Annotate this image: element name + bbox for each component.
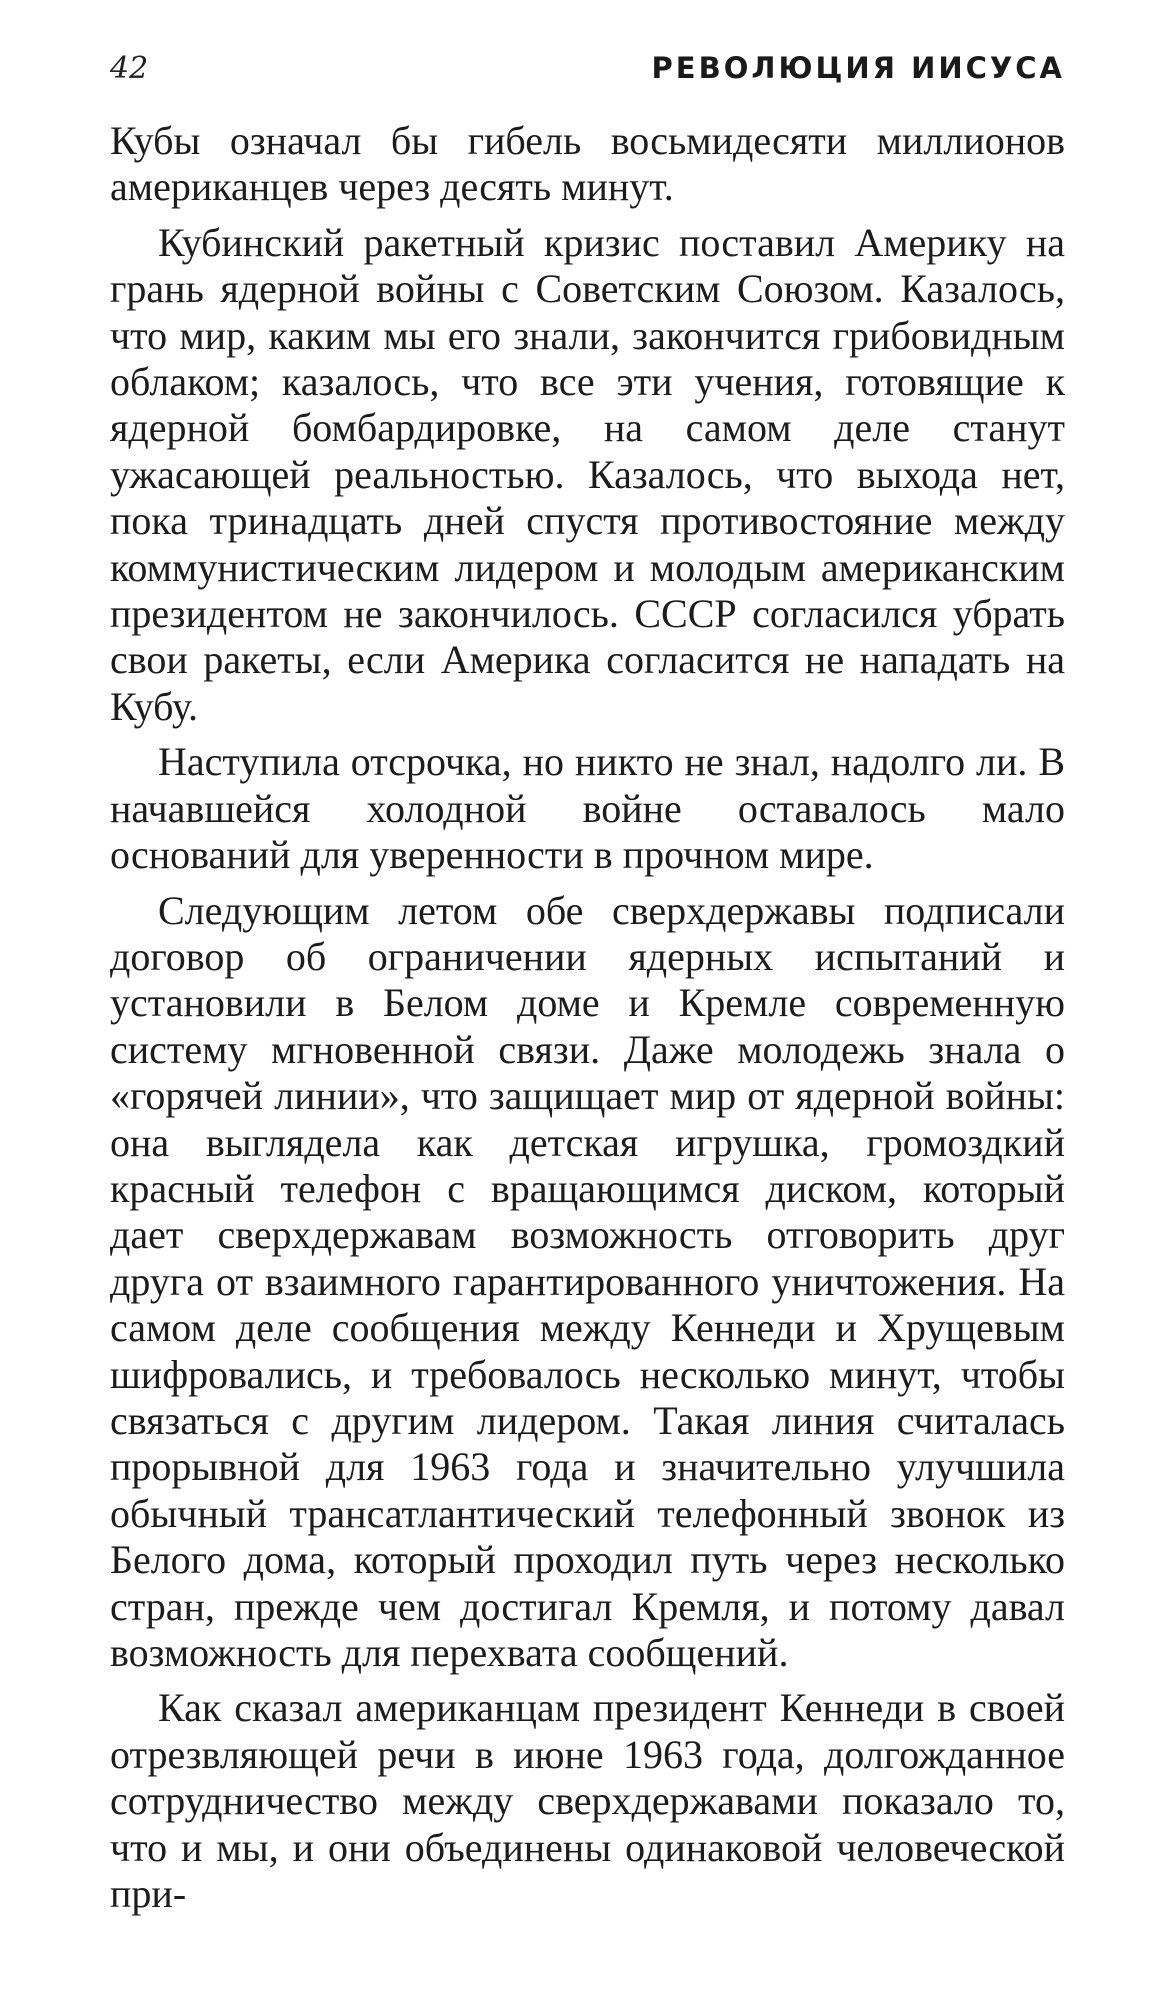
page-number: 42 (110, 50, 149, 86)
paragraph-cuban-missile-crisis: Кубинский ракетный кризис поставил Америку на грань ядерной войны с Советским Союзом. Казалось, что мир, каким мы его знали, закончится грибовидным облаком; казалось, что все эти учения, готовящие к ядерной бомбардировке, на самом деле станут ужасающей реальностью. Казалось, что выхода нет, пока тринадцать дней спустя противостояние между коммунистическим лидером и молодым американским президентом не закончилось. СССР согласился убрать свои ракеты, если Америка согласится не нападать на Кубу. (110, 219, 1065, 729)
body-text (110, 118, 1065, 1926)
paragraph-continuation: Кубы означал бы гибель восьмидесяти миллионов американцев через десять минут. (110, 118, 1065, 210)
paragraph-kennedy-speech: Как сказал американцам президент Кеннеди в своей отрезвляющей речи в июне 1963 года, долгожданное сотрудничество между сверхдержавами показало то, что и мы, и они объединены одинаковой человеческой при- (110, 1685, 1065, 1917)
paragraph-respite: Наступила отсрочка, но никто не знал, надолго ли. В начавшейся холодной войне оставалось мало оснований для уверенности в прочном мире. (110, 739, 1065, 878)
running-title: РЕВОЛЮЦИЯ ИИСУСА (651, 51, 1065, 85)
page-header (110, 38, 1065, 98)
paragraph-hotline: Следующим летом обе сверхдержавы подписали договор об ограничении ядерных испытаний и установили в Белом доме и Кремле современную систему мгновенной связи. Даже молодежь знала о «горячей линии», что защищает мир от ядерной войны: она выглядела как детская игрушка, громоздкий красный телефон с вращающимся диском, который дает сверхдержавам возможность отговорить друг друга от взаимного гарантированного уничтожения. На самом деле сообщения между Кеннеди и Хрущевым шифровались, и требовалось несколько минут, чтобы связаться с другим лидером. Такая линия считалась прорывной для 1963 года и значительно улучшила обычный трансатлантический телефонный звонок из Белого дома, который проходил путь через несколько стран, прежде чем достигал Кремля, и потому давал возможность для перехвата сообщений. (110, 887, 1065, 1675)
